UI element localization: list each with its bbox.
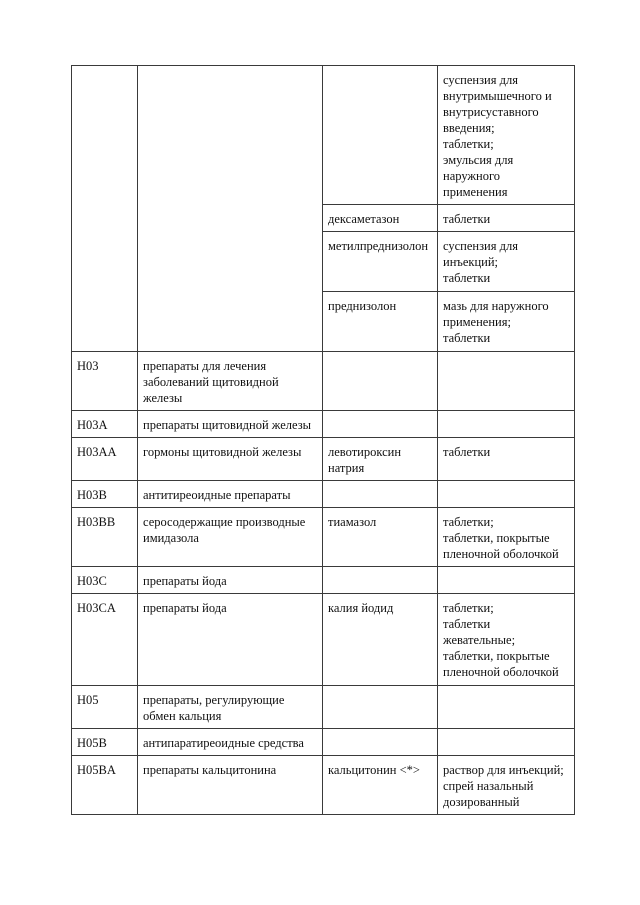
code-cell <box>72 66 138 352</box>
cell-text-line: тиамазол <box>328 515 377 529</box>
cell-text-line: таблетки <box>443 271 491 285</box>
cell-text-line: спрей назальный <box>443 779 534 793</box>
cell-text-line: внутрисуставного <box>443 105 539 119</box>
table-row <box>72 508 575 567</box>
cell-text-line: преднизолон <box>328 299 397 313</box>
group-name-cell <box>138 686 323 729</box>
group-name-cell <box>138 438 323 481</box>
cell-text-line: эмульсия для <box>443 153 514 167</box>
cell-text-line: H03AA <box>77 445 117 459</box>
cell-text-line: суспензия для <box>443 239 518 253</box>
cell-text-line: применения; <box>443 315 511 329</box>
cell-text-line: H05BA <box>77 763 116 777</box>
cell-text-line: внутримышечного и <box>443 89 552 103</box>
cell-text-line: таблетки; <box>443 137 494 151</box>
drug-cell <box>323 594 438 686</box>
drug-cell <box>323 729 438 756</box>
table-row <box>72 352 575 411</box>
group-name-cell <box>138 567 323 594</box>
group-name-cell <box>138 481 323 508</box>
dosage-form-cell <box>438 438 575 481</box>
cell-text-line: дозированный <box>443 795 520 809</box>
cell-text-line: H03A <box>77 418 108 432</box>
drug-cell <box>323 66 438 205</box>
cell-text-line: раствор для инъекций; <box>443 763 564 777</box>
cell-text-line: H05B <box>77 736 107 750</box>
cell-text-line: H03 <box>77 359 99 373</box>
drug-cell <box>323 756 438 815</box>
cell-text-line: обмен кальция <box>143 709 222 723</box>
drug-cell <box>323 352 438 411</box>
cell-text-line: H03CA <box>77 601 116 615</box>
cell-text-line: введения; <box>443 121 495 135</box>
group-name-cell <box>138 729 323 756</box>
cell-text-line: суспензия для <box>443 73 518 87</box>
dosage-form-cell <box>438 205 575 232</box>
group-name-cell <box>138 594 323 686</box>
dosage-form-cell <box>438 352 575 411</box>
code-cell <box>72 594 138 686</box>
cell-text-line: таблетки <box>443 331 491 345</box>
dosage-form-cell <box>438 66 575 205</box>
code-cell <box>72 411 138 438</box>
drug-cell <box>323 205 438 232</box>
cell-text-line: имидазола <box>143 531 199 545</box>
cell-text-line: таблетки; <box>443 515 494 529</box>
group-name-cell <box>138 411 323 438</box>
cell-text-line: антитиреоидные препараты <box>143 488 291 502</box>
cell-text-line: мазь для наружного <box>443 299 549 313</box>
cell-text-line: метилпреднизолон <box>328 239 429 253</box>
table-row <box>72 567 575 594</box>
dosage-form-cell <box>438 686 575 729</box>
cell-text-line: H03C <box>77 574 107 588</box>
drug-cell <box>323 567 438 594</box>
cell-text-line: серосодержащие производные <box>143 515 306 529</box>
group-name-cell <box>138 756 323 815</box>
cell-text-line: препараты щитовидной железы <box>143 418 312 432</box>
table-row <box>72 411 575 438</box>
code-cell <box>72 438 138 481</box>
cell-text-line: пленочной оболочкой <box>443 665 559 679</box>
drug-cell <box>323 292 438 352</box>
cell-text-line: таблетки <box>443 445 491 459</box>
cell-text-line: наружного <box>443 169 501 183</box>
cell-text-line: таблетки <box>443 617 491 631</box>
code-cell <box>72 352 138 411</box>
dosage-form-cell <box>438 292 575 352</box>
cell-text-line: натрия <box>328 461 365 475</box>
group-name-cell <box>138 508 323 567</box>
cell-text-line: жевательные; <box>443 633 516 647</box>
cell-text-line: таблетки, покрытые <box>443 531 550 545</box>
cell-text-line: калия йодид <box>328 601 394 615</box>
cell-text-line: применения <box>443 185 508 199</box>
code-cell <box>72 729 138 756</box>
drug-cell <box>323 508 438 567</box>
cell-text-line: таблетки; <box>443 601 494 615</box>
cell-text-line: препараты кальцитонина <box>143 763 277 777</box>
cell-text-line: таблетки <box>443 212 491 226</box>
dosage-form-cell <box>438 567 575 594</box>
cell-text-line: H03BB <box>77 515 116 529</box>
table-row <box>72 481 575 508</box>
drug-cell <box>323 232 438 292</box>
drug-classification-table <box>71 65 575 815</box>
code-cell <box>72 756 138 815</box>
cell-text-line: инъекций; <box>443 255 499 269</box>
dosage-form-cell <box>438 481 575 508</box>
cell-text-line: левотироксин <box>328 445 402 459</box>
table-row <box>72 729 575 756</box>
dosage-form-cell <box>438 756 575 815</box>
cell-text-line: гормоны щитовидной железы <box>143 445 302 459</box>
cell-text-line: дексаметазон <box>328 212 400 226</box>
cell-text-line: кальцитонин <*> <box>328 763 420 777</box>
cell-text-line: препараты йода <box>143 601 227 615</box>
dosage-form-cell <box>438 729 575 756</box>
group-name-cell <box>138 66 323 352</box>
code-cell <box>72 567 138 594</box>
cell-text-line: антипаратиреоидные средства <box>143 736 304 750</box>
table-row <box>72 438 575 481</box>
cell-text-line: железы <box>143 391 183 405</box>
drug-cell <box>323 686 438 729</box>
dosage-form-cell <box>438 411 575 438</box>
cell-text-line: H05 <box>77 693 99 707</box>
dosage-form-cell <box>438 232 575 292</box>
code-cell <box>72 508 138 567</box>
cell-text-line: заболеваний щитовидной <box>143 375 279 389</box>
cell-text-line: препараты йода <box>143 574 227 588</box>
code-cell <box>72 481 138 508</box>
drug-cell <box>323 411 438 438</box>
dosage-form-cell <box>438 508 575 567</box>
drug-cell <box>323 481 438 508</box>
table-row <box>72 594 575 686</box>
cell-text-line: таблетки, покрытые <box>443 649 550 663</box>
cell-text-line: препараты для лечения <box>143 359 267 373</box>
table-row <box>72 686 575 729</box>
cell-text-line: препараты, регулирующие <box>143 693 285 707</box>
table-row <box>72 66 575 205</box>
table-row <box>72 756 575 815</box>
drug-cell <box>323 438 438 481</box>
cell-text-line: пленочной оболочкой <box>443 547 559 561</box>
dosage-form-cell <box>438 594 575 686</box>
cell-text-line: H03B <box>77 488 107 502</box>
code-cell <box>72 686 138 729</box>
group-name-cell <box>138 352 323 411</box>
